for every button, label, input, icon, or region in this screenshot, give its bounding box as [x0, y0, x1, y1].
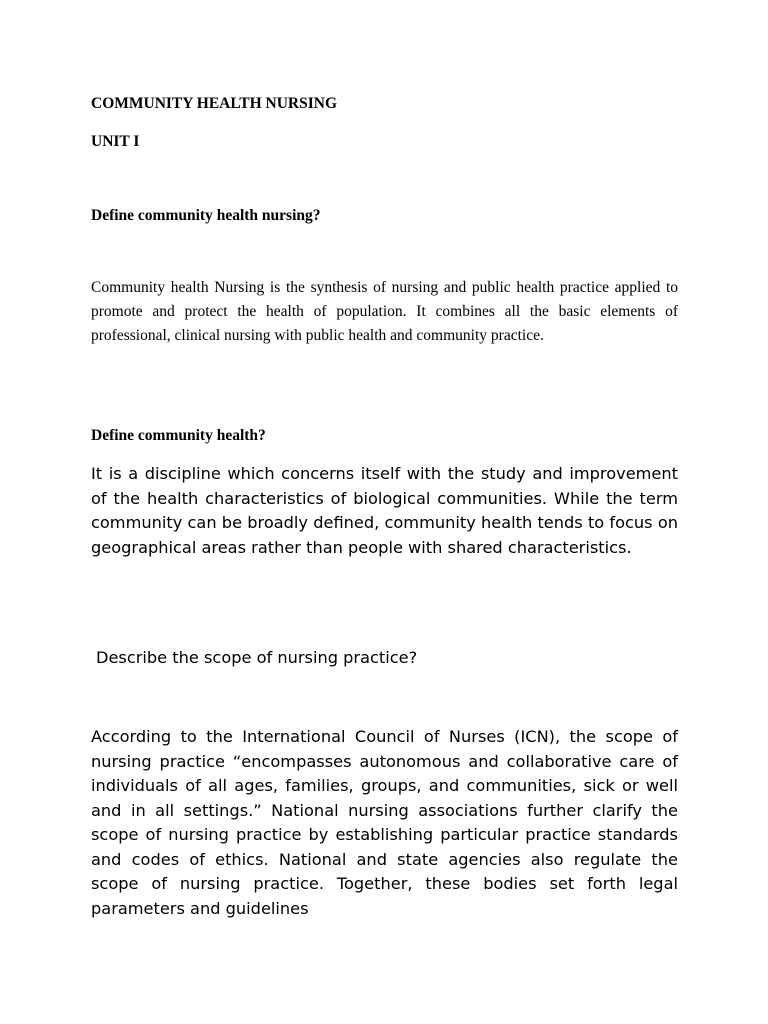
question-community-health: Define community health? [91, 427, 266, 444]
question-scope-of-nursing-practice: Describe the scope of nursing practice? [96, 648, 418, 667]
question-community-health-nursing: Define community health nursing? [91, 207, 321, 224]
document-title: COMMUNITY HEALTH NURSING [91, 95, 338, 112]
answer-community-health: It is a discipline which concerns itself with the study and improvement of the health characteristics of biological communities. While the term community can be broadly defined, community health tends to focus on geographical areas rather than people with shared characteristics. [91, 464, 678, 557]
answer-scope-of-nursing-practice: According to the International Council of Nurses (ICN), the scope of nursing practice “encompasses autonomous and collaborative care of individuals of all ages, families, groups, and communities, sick or well and in all settings.” National nursing associations further clarify the scope of nursing practice by establishing particular practice standards and codes of ethics. National and state agencies also regulate the scope of nursing practice. Together, these bodies set forth legal parameters and guidelines [91, 727, 678, 918]
unit-heading: UNIT I [91, 133, 140, 150]
answer-community-health-nursing: Community health Nursing is the synthesis of nursing and public health practice applied to promote and protect the health of population. It combines all the basic elements of professional, clinical nursing with public health and community practice. [91, 279, 678, 344]
